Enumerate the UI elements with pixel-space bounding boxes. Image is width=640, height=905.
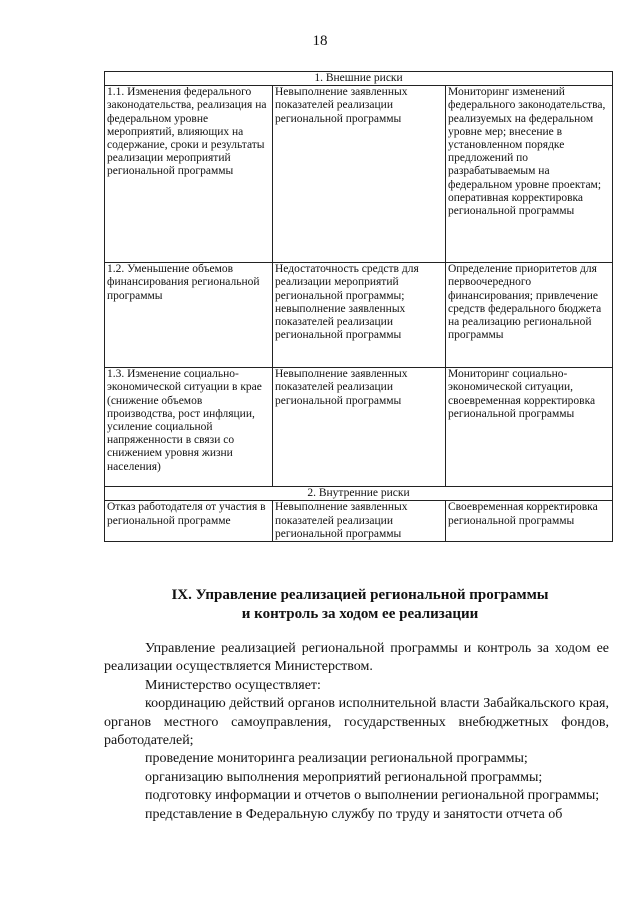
section-title: 1. Внешние риски [105, 72, 613, 86]
section-header-row [105, 72, 613, 86]
mitigation-cell: Своевременная корректировка региональной программы [446, 501, 613, 542]
risk-table [104, 71, 613, 542]
section-heading-line-1: IX. Управление реализацией региональной программы [171, 587, 549, 603]
consequence-cell: Невыполнение заявленных показателей реализации региональной программы [273, 368, 446, 487]
paragraph: представление в Федеральную службу по труду и занятости отчета об [145, 806, 563, 822]
risk-cell: Отказ работодателя от участия в региональной программе [105, 501, 273, 542]
paragraph: проведение мониторинга реализации региональной программы; [145, 751, 528, 767]
section-heading [110, 586, 610, 624]
page-number: 18 [312, 33, 328, 49]
paragraph: подготовку информации и отчетов о выполнении региональной программы; [145, 788, 600, 804]
paragraph: Министерство осуществляет: [145, 677, 321, 693]
risk-cell: 1.2. Уменьшение объемов финансирования региональной программы [105, 263, 273, 368]
table-row [105, 86, 613, 263]
section-title: 2. Внутренние риски [105, 487, 613, 501]
mitigation-cell: Мониторинг изменений федерального законодательства, реализуемых на федеральном уровне мер; внесение в установленном порядке предложений по разрабатываемым на федеральном уровне проектам; оперативная корректировка региональной программы [446, 86, 613, 263]
section-header-row [105, 487, 613, 501]
consequence-cell: Невыполнение заявленных показателей реализации региональной программы [273, 501, 446, 542]
consequence-cell: Невыполнение заявленных показателей реализации региональной программы [273, 86, 446, 263]
risk-cell: 1.1. Изменения федерального законодательства, реализация на федеральном уровне мероприятий, влияющих на содержание, сроки и результаты реализации мероприятий региональной программы [105, 86, 273, 263]
table-row [105, 263, 613, 368]
paragraph: организацию выполнения мероприятий региональной программы; [145, 769, 543, 785]
risk-cell: 1.3. Изменение социально-экономической ситуации в крае (снижение объемов производства, рост инфляции, усиление социальной напряженности в связи со снижением уровня жизни населения) [105, 368, 273, 487]
section-heading-line-2: и контроль за ходом ее реализации [241, 606, 479, 622]
mitigation-cell: Определение приоритетов для первоочередного финансирования; привлечение средств федерального бюджета на реализацию региональной программы [446, 263, 613, 368]
paragraph: координацию действий органов исполнительной власти Забайкальского края, органов местного самоуправления, государственных внебюджетных фондов, работодателей; [104, 696, 609, 749]
paragraph: Управление реализацией региональной программы и контроль за ходом ее реализации осуществляется Министерством. [104, 641, 609, 675]
table-row [105, 368, 613, 487]
mitigation-cell: Мониторинг социально-экономической ситуации, своевременная корректировка региональной программы [446, 368, 613, 487]
consequence-cell: Недостаточность средств для реализации мероприятий региональной программы; невыполнение заявленных показателей реализации региональной программы [273, 263, 446, 368]
table-row [105, 501, 613, 542]
body-text [104, 640, 609, 824]
